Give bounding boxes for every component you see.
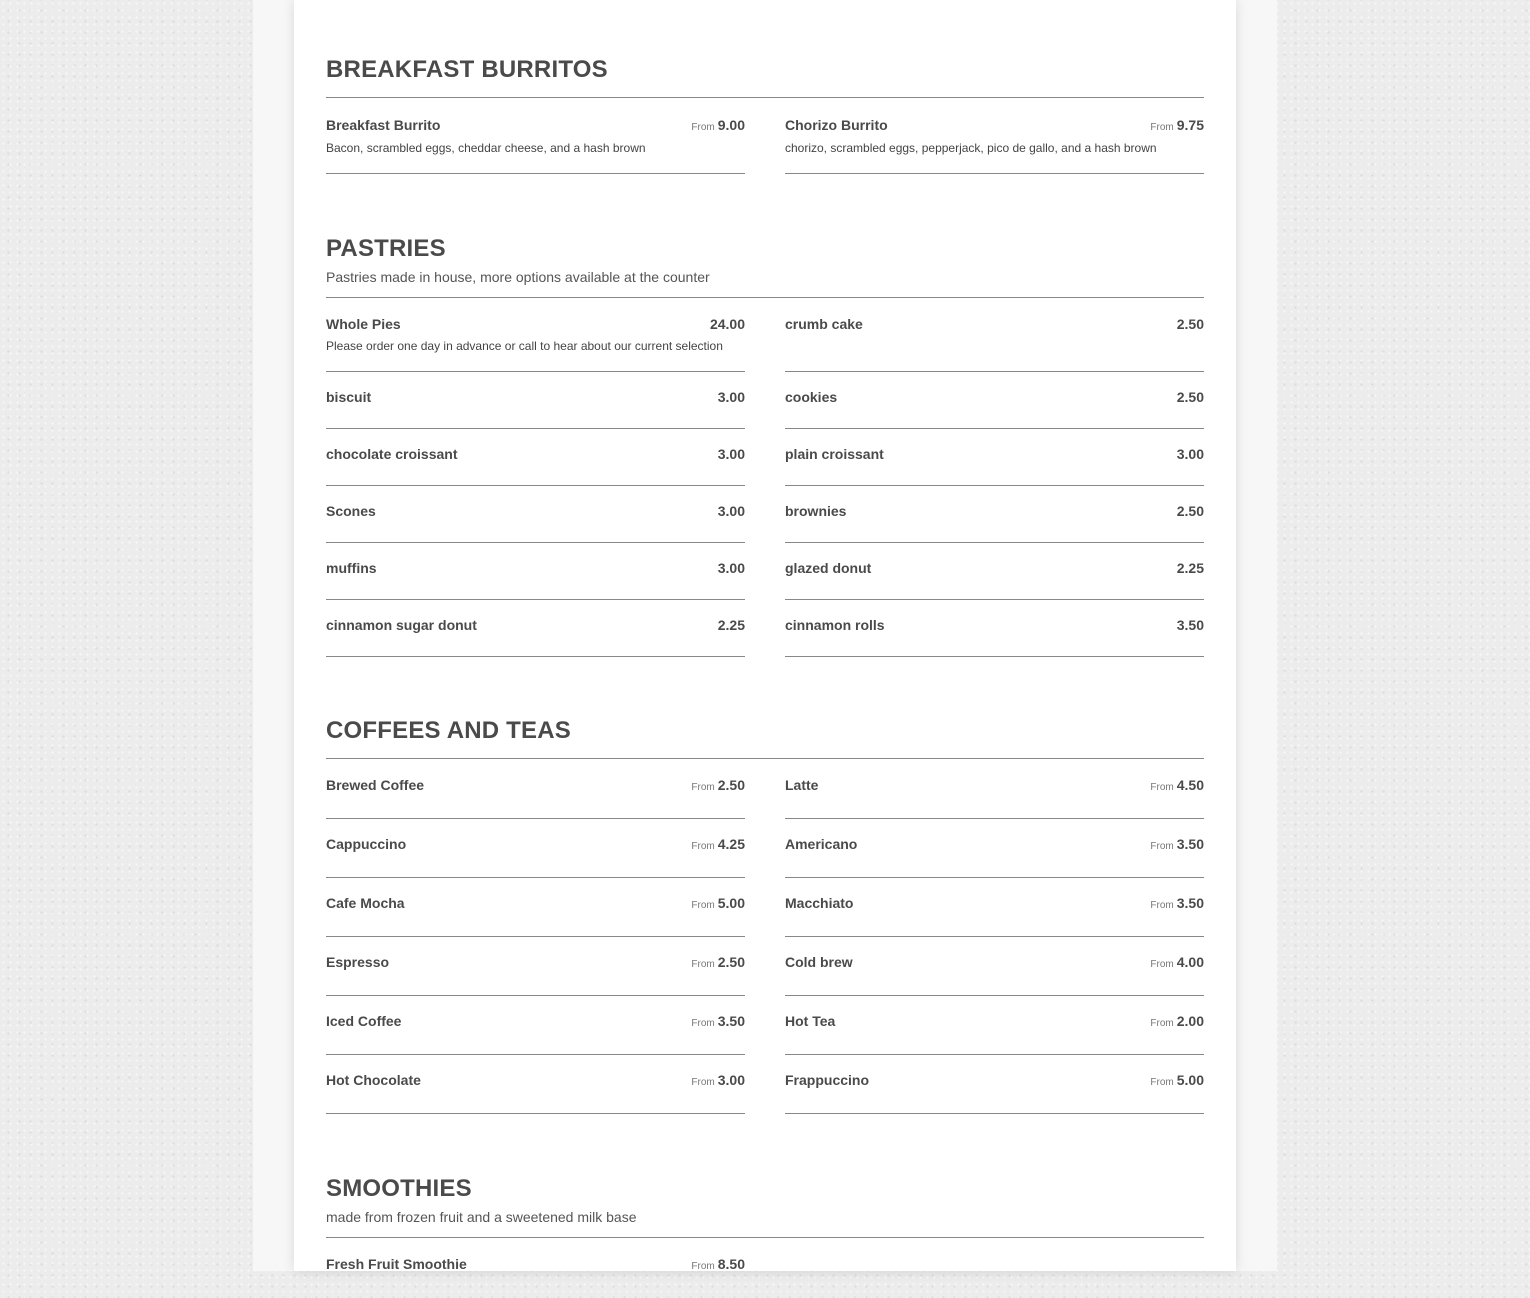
- price-from-label: From: [691, 1261, 715, 1272]
- item-price: [691, 836, 745, 852]
- menu-item-hot-chocolate[interactable]: [326, 1055, 745, 1114]
- item-price: [1150, 836, 1204, 852]
- price-value: 3.50: [1176, 895, 1204, 911]
- price-from-label: From: [1150, 122, 1174, 133]
- menu-item-cappuccino[interactable]: [326, 819, 745, 878]
- section-description: made from frozen fruit and a sweetened milk base: [326, 1209, 637, 1225]
- item-price: 3.00: [717, 446, 745, 462]
- item-name: Americano: [785, 836, 858, 852]
- item-description: Bacon, scrambled eggs, cheddar cheese, and a hash brown: [326, 141, 646, 155]
- section-breakfast-burritos: [326, 56, 1204, 174]
- item-price: [1150, 895, 1204, 911]
- section-coffees-and-teas: [326, 717, 1204, 1114]
- item-price: 3.00: [1176, 446, 1204, 462]
- item-name: Macchiato: [785, 895, 854, 911]
- item-price: [691, 1256, 745, 1272]
- item-name: Breakfast Burrito: [326, 117, 441, 133]
- price-value: 4.50: [1176, 777, 1204, 793]
- item-name: Frappuccino: [785, 1072, 870, 1088]
- price-value: 2.50: [717, 954, 745, 970]
- item-name: Hot Chocolate: [326, 1072, 421, 1088]
- item-name: glazed donut: [785, 560, 872, 576]
- menu-items: [326, 1238, 1204, 1298]
- item-name: chocolate croissant: [326, 446, 458, 462]
- item-price: [691, 1072, 745, 1088]
- item-name: Whole Pies: [326, 316, 401, 332]
- section-description: Pastries made in house, more options available at the counter: [326, 269, 710, 285]
- price-value: 9.00: [717, 117, 745, 133]
- price-from-label: From: [691, 900, 715, 911]
- menu-item-breakfast-burrito[interactable]: [326, 98, 745, 174]
- section-title: SMOOTHIES: [326, 1175, 472, 1202]
- item-price: 2.25: [717, 617, 745, 633]
- menu-item-crumb-cake[interactable]: [785, 298, 1204, 372]
- price-value: 5.00: [717, 895, 745, 911]
- price-value: 3.50: [1176, 836, 1204, 852]
- item-name: cookies: [785, 389, 838, 405]
- menu-item-cinnamon-sugar-donut[interactable]: [326, 600, 745, 657]
- item-description: chorizo, scrambled eggs, pepperjack, pico de gallo, and a hash brown: [785, 141, 1157, 155]
- menu-item-iced-coffee[interactable]: [326, 996, 745, 1055]
- item-price: 3.00: [717, 503, 745, 519]
- menu-item-cold-brew[interactable]: [785, 937, 1204, 996]
- price-from-label: From: [691, 782, 715, 793]
- item-price: 2.50: [1176, 316, 1204, 332]
- menu-item-muffins[interactable]: [326, 543, 745, 600]
- price-value: 2.50: [717, 777, 745, 793]
- section-smoothies: [326, 1175, 1204, 1298]
- item-name: Chorizo Burrito: [785, 117, 888, 133]
- menu-item-chorizo-burrito[interactable]: [785, 98, 1204, 174]
- item-name: Fresh Fruit Smoothie: [326, 1256, 467, 1272]
- menu-item-macchiato[interactable]: [785, 878, 1204, 937]
- menu-item-espresso[interactable]: [326, 937, 745, 996]
- price-from-label: From: [1150, 900, 1174, 911]
- item-name: cinnamon rolls: [785, 617, 885, 633]
- item-name: cinnamon sugar donut: [326, 617, 477, 633]
- price-from-label: From: [691, 122, 715, 133]
- price-from-label: From: [691, 959, 715, 970]
- price-value: 8.50: [717, 1256, 745, 1272]
- menu-item-brewed-coffee[interactable]: [326, 759, 745, 819]
- item-name: Cappuccino: [326, 836, 407, 852]
- menu-page: [294, 0, 1236, 1271]
- item-price: [1150, 117, 1204, 133]
- section-title: PASTRIES: [326, 235, 446, 262]
- item-price: [1150, 1013, 1204, 1029]
- item-price: 2.50: [1176, 503, 1204, 519]
- menu-item-biscuit[interactable]: [326, 372, 745, 429]
- menu-items: [326, 98, 1204, 174]
- price-from-label: From: [1150, 1077, 1174, 1088]
- menu-item-brownies[interactable]: [785, 486, 1204, 543]
- item-name: crumb cake: [785, 316, 863, 332]
- menu-item-hot-tea[interactable]: [785, 996, 1204, 1055]
- menu-item-cinnamon-rolls[interactable]: [785, 600, 1204, 657]
- price-value: 5.00: [1176, 1072, 1204, 1088]
- menu-item-latte[interactable]: [785, 759, 1204, 819]
- item-price: [691, 117, 745, 133]
- price-from-label: From: [1150, 841, 1174, 852]
- item-name: Cafe Mocha: [326, 895, 405, 911]
- item-name: brownies: [785, 503, 847, 519]
- item-name: Hot Tea: [785, 1013, 836, 1029]
- item-name: biscuit: [326, 389, 372, 405]
- menu-item-plain-croissant[interactable]: [785, 429, 1204, 486]
- item-price: 2.25: [1176, 560, 1204, 576]
- item-name: plain croissant: [785, 446, 884, 462]
- price-from-label: From: [691, 1018, 715, 1029]
- item-name: Latte: [785, 777, 819, 793]
- menu-item-scones[interactable]: [326, 486, 745, 543]
- section-title: COFFEES AND TEAS: [326, 717, 571, 744]
- price-value: 4.00: [1176, 954, 1204, 970]
- price-value: 3.00: [717, 1072, 745, 1088]
- item-price: [1150, 1072, 1204, 1088]
- item-name: Cold brew: [785, 954, 853, 970]
- menu-item-cookies[interactable]: [785, 372, 1204, 429]
- price-from-label: From: [1150, 1018, 1174, 1029]
- menu-item-chocolate-croissant[interactable]: [326, 429, 745, 486]
- menu-item-americano[interactable]: [785, 819, 1204, 878]
- item-name: Scones: [326, 503, 376, 519]
- item-description: Please order one day in advance or call to hear about our current selection: [326, 339, 723, 353]
- menu-items: [326, 759, 1204, 1114]
- item-name: Espresso: [326, 954, 390, 970]
- item-price: [691, 1013, 745, 1029]
- item-price: [1150, 777, 1204, 793]
- item-price: [691, 954, 745, 970]
- section-title: BREAKFAST BURRITOS: [326, 56, 608, 83]
- price-from-label: From: [1150, 782, 1174, 793]
- menu-item-glazed-donut[interactable]: [785, 543, 1204, 600]
- price-value: 4.25: [717, 836, 745, 852]
- price-value: 9.75: [1176, 117, 1204, 133]
- item-price: [1150, 954, 1204, 970]
- item-price: [691, 895, 745, 911]
- section-pastries: [326, 235, 1204, 657]
- item-price: 2.50: [1176, 389, 1204, 405]
- menu-item-cafe-mocha[interactable]: [326, 878, 745, 937]
- item-price: 3.50: [1176, 617, 1204, 633]
- menu-items: [326, 298, 1204, 657]
- price-from-label: From: [691, 1077, 715, 1088]
- item-name: muffins: [326, 560, 377, 576]
- price-value: 2.00: [1176, 1013, 1204, 1029]
- price-from-label: From: [1150, 959, 1174, 970]
- item-name: Iced Coffee: [326, 1013, 402, 1029]
- item-name: Brewed Coffee: [326, 777, 425, 793]
- item-price: [691, 777, 745, 793]
- price-value: 3.50: [717, 1013, 745, 1029]
- item-price: 24.00: [709, 316, 745, 332]
- item-price: 3.00: [717, 560, 745, 576]
- menu-item-whole-pies[interactable]: [326, 298, 745, 372]
- menu-item-fresh-fruit-smoothie[interactable]: [326, 1238, 745, 1298]
- price-from-label: From: [691, 841, 715, 852]
- item-price: 3.00: [717, 389, 745, 405]
- menu-item-frappuccino[interactable]: [785, 1055, 1204, 1114]
